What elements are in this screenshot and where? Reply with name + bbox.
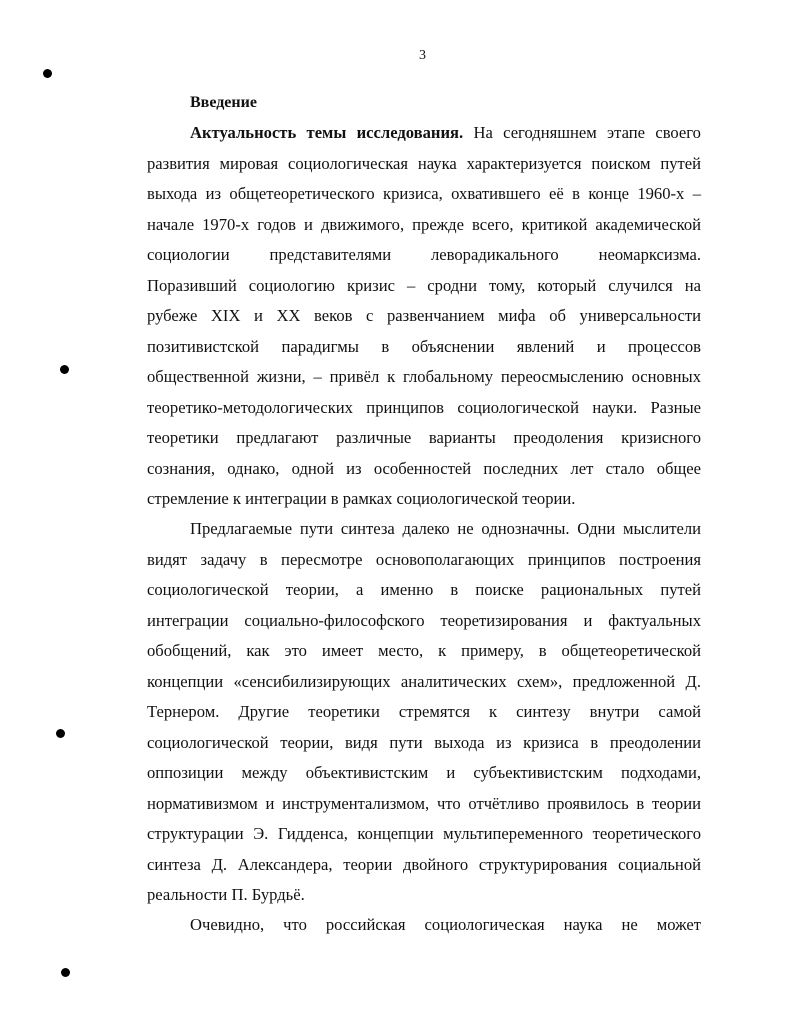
paragraph-line: Актуальность темы исследования. На сегодняшнем этапе своего bbox=[190, 123, 701, 142]
paragraph-line: нормативизмом и инструментализмом, что отчётливо проявилось в теории bbox=[147, 794, 701, 813]
paragraph-line: выхода из общетеоретического кризиса, охватившего её в конце 1960-х – bbox=[147, 184, 701, 203]
paragraph-line: рубеже XIX и XX веков с развенчанием мифа об универсальности bbox=[147, 306, 701, 325]
paragraph-line: теоретики предлагают различные варианты преодоления кризисного bbox=[147, 428, 701, 447]
margin-dot bbox=[60, 365, 69, 374]
margin-dot bbox=[56, 729, 65, 738]
paragraph-line: стремление к интеграции в рамках социологической теории. bbox=[147, 489, 576, 508]
paragraph-line: сознания, однако, одной из особенностей последних лет стало общее bbox=[147, 459, 701, 478]
bold-lead: Актуальность темы исследования. bbox=[190, 123, 464, 142]
paragraph-line: социологической теории, а именно в поиске рациональных путей bbox=[147, 580, 701, 599]
paragraph-line: концепции «сенсибилизирующих аналитических схем», предложенной Д. bbox=[147, 672, 701, 691]
paragraph-line: Поразивший социологию кризис – сродни тому, который случился на bbox=[147, 276, 701, 295]
paragraph-line: оппозиции между объективистским и субъективистским подходами, bbox=[147, 763, 701, 782]
margin-dot bbox=[61, 968, 70, 977]
paragraph-line: интеграции социально-философского теоретизирования и фактуальных bbox=[147, 611, 701, 630]
paragraph-line: структурации Э. Гидденса, концепции мультипеременного теоретического bbox=[147, 824, 701, 843]
paragraph-line: Очевидно, что российская социологическая наука не может bbox=[190, 915, 701, 934]
paragraph-line: видят задачу в пересмотре основополагающих принципов построения bbox=[147, 550, 701, 569]
section-heading: Введение bbox=[190, 94, 257, 111]
paragraph-line: развития мировая социологическая наука характеризуется поиском путей bbox=[147, 154, 701, 173]
paragraph-line: начале 1970-х годов и движимого, прежде всего, критикой академической bbox=[147, 215, 701, 234]
paragraph-line: социологической теории, видя пути выхода из кризиса в преодолении bbox=[147, 733, 701, 752]
margin-dot bbox=[43, 69, 52, 78]
paragraph-line: реальности П. Бурдьё. bbox=[147, 885, 305, 904]
paragraph-line: социологии представителями леворадикального неомарксизма. bbox=[147, 245, 701, 264]
page-number: 3 bbox=[419, 48, 426, 63]
paragraph-line: Предлагаемые пути синтеза далеко не однозначны. Одни мыслители bbox=[190, 519, 701, 538]
paragraph-line: синтеза Д. Александера, теории двойного структурирования социальной bbox=[147, 855, 701, 874]
paragraph-line: позитивистской парадигмы в объяснении явлений и процессов bbox=[147, 337, 701, 356]
paragraph-line: общественной жизни, – привёл к глобальному переосмыслению основных bbox=[147, 367, 701, 386]
paragraph-line: Тернером. Другие теоретики стремятся к синтезу внутри самой bbox=[147, 702, 701, 721]
paragraph-line: теоретико-методологических принципов социологической науки. Разные bbox=[147, 398, 701, 417]
paragraph-line: обобщений, как это имеет место, к примеру, в общетеоретической bbox=[147, 641, 701, 660]
